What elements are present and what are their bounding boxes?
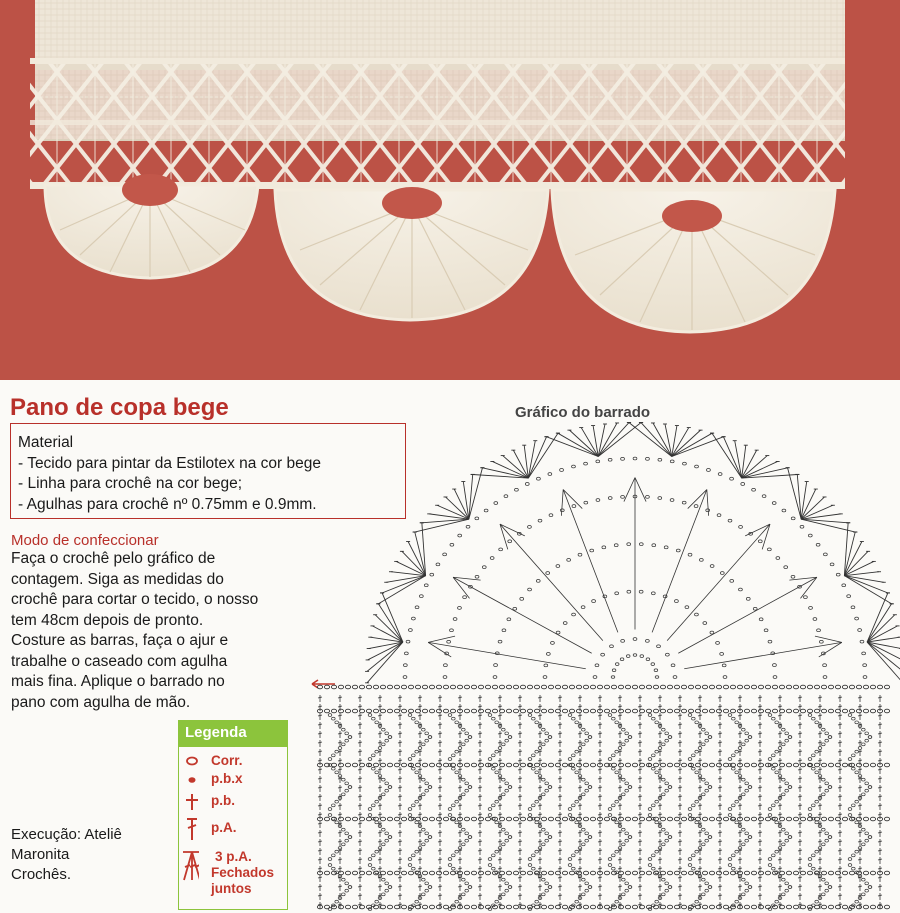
cluster-stitch-icon xyxy=(181,849,199,883)
fabric-panel xyxy=(35,0,845,62)
instructions-line: pano com agulha de mão. xyxy=(11,693,191,711)
chart-title: Gráfico do barrado xyxy=(515,404,651,421)
legend-label: Fechados xyxy=(211,865,275,880)
instructions-line: contagem. Siga as medidas do xyxy=(11,570,224,588)
instructions-line: trabalhe o caseado com agulha xyxy=(11,652,228,670)
material-item: - Tecido para pintar da Estilotex na cor bege xyxy=(18,454,322,472)
page-title: Pano de copa bege xyxy=(10,394,229,421)
crochet-photo xyxy=(0,0,900,380)
legend-box xyxy=(178,720,288,910)
instructions-line: mais fina. Aplique o barrado no xyxy=(11,673,225,690)
chart-fan xyxy=(365,422,900,682)
instructions-line: crochê para cortar o tecido, o nosso xyxy=(11,591,259,608)
instructions-text xyxy=(11,549,271,713)
material-item: - Agulhas para crochê nº 0.75mm e 0.9mm. xyxy=(18,495,317,513)
chart-grid xyxy=(317,685,889,910)
crochet-chart xyxy=(300,415,900,913)
material-heading: Material xyxy=(18,434,74,451)
legend-label: p.b. xyxy=(211,793,235,808)
legend-heading: Legenda xyxy=(179,721,287,747)
legend-label: Corr. xyxy=(211,753,243,768)
single-crochet-icon xyxy=(183,793,201,811)
instructions-line: Costure as barras, faça o ajur e xyxy=(11,632,229,649)
credits xyxy=(11,825,171,885)
credits-line: Crochês. xyxy=(11,866,72,883)
credits-line: Maronita xyxy=(11,846,70,863)
instructions-line: tem 48cm depois de pronto. xyxy=(11,611,204,629)
legend-label: juntos xyxy=(211,881,252,896)
material-item: - Linha para crochê na cor bege; xyxy=(18,475,243,492)
credits-line: Execução: Ateliê xyxy=(11,826,122,843)
slip-stitch-icon xyxy=(183,771,201,787)
legend-label: 3 p.A. xyxy=(215,849,252,864)
double-crochet-icon xyxy=(183,816,201,842)
instructions-heading: Modo de confeccionar xyxy=(11,532,159,549)
chain-stitch-icon xyxy=(183,753,201,769)
legend-label: p.b.x xyxy=(211,771,243,786)
instructions-line: Faça o crochê pelo gráfico de xyxy=(11,550,216,567)
legend-label: p.A. xyxy=(211,820,237,835)
